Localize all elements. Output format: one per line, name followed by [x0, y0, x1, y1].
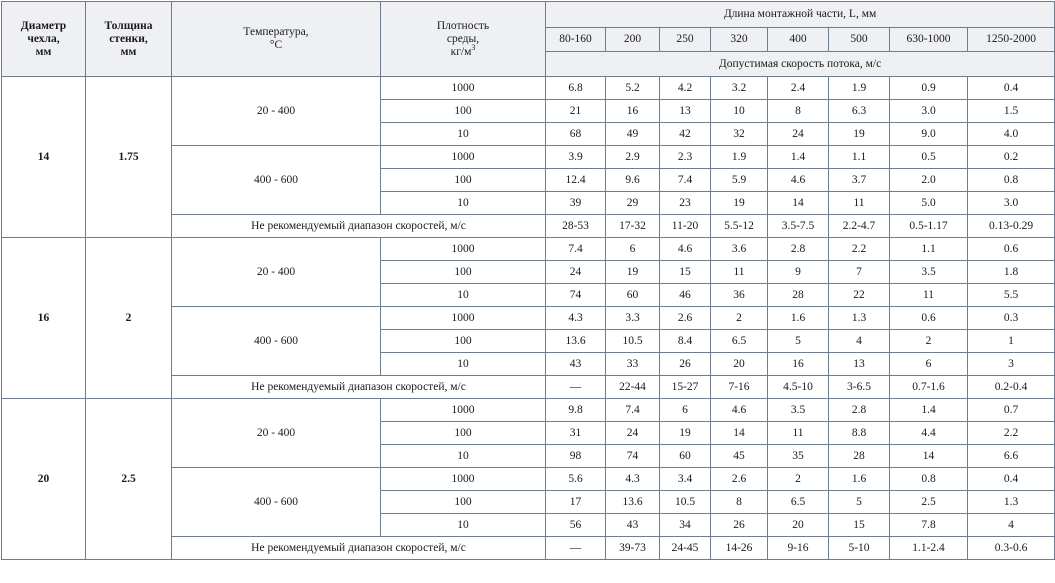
speed-value-cell: 68 — [546, 123, 606, 146]
speed-value-cell: 0.2 — [968, 146, 1055, 169]
header-length-title: Длина монтажной части, L, мм — [546, 2, 1055, 28]
speed-value-cell: 1.1 — [829, 146, 890, 169]
speed-value-cell: 13 — [829, 353, 890, 376]
table-header — [2, 2, 1055, 77]
speed-value-cell: 5.0 — [890, 192, 968, 215]
header-wall — [86, 2, 172, 77]
not-recommended-range-cell: 5.5-12 — [711, 215, 768, 238]
speed-value-cell: 16 — [606, 100, 660, 123]
speed-value-cell: 1 — [968, 330, 1055, 353]
header-length-cell: 400 — [768, 27, 829, 52]
speed-value-cell: 9.6 — [606, 169, 660, 192]
speed-value-cell: 4.3 — [606, 468, 660, 491]
speed-value-cell: 6.6 — [968, 445, 1055, 468]
not-recommended-range-cell: 1.1-2.4 — [890, 537, 968, 560]
speed-value-cell: 3.4 — [660, 468, 711, 491]
not-recommended-range-cell: — — [546, 537, 606, 560]
speed-value-cell: 8 — [711, 491, 768, 514]
diameter-cell: 16 — [2, 238, 86, 399]
speed-value-cell: 43 — [606, 514, 660, 537]
speed-value-cell: 6.5 — [768, 491, 829, 514]
density-cell: 1000 — [381, 468, 546, 491]
speed-value-cell: 23 — [660, 192, 711, 215]
density-cell: 1000 — [381, 399, 546, 422]
speed-value-cell: 29 — [606, 192, 660, 215]
speed-value-cell: 5.2 — [606, 77, 660, 100]
speed-value-cell: 0.4 — [968, 77, 1055, 100]
header-wall-line1: Толщина — [104, 19, 153, 32]
speed-value-cell: 56 — [546, 514, 606, 537]
density-cell: 100 — [381, 100, 546, 123]
temperature-range-cell: 20 - 400 — [172, 399, 381, 468]
speed-value-cell: 4.6 — [768, 169, 829, 192]
header-length-cell: 320 — [711, 27, 768, 52]
speed-value-cell: 7.4 — [606, 399, 660, 422]
density-cell: 10 — [381, 514, 546, 537]
speed-value-cell: 26 — [660, 353, 711, 376]
speed-value-cell: 28 — [829, 445, 890, 468]
speed-value-cell: 4.6 — [660, 238, 711, 261]
speed-value-cell: 10.5 — [606, 330, 660, 353]
speed-value-cell: 24 — [768, 123, 829, 146]
not-recommended-range-cell: 0.13-0.29 — [968, 215, 1055, 238]
speed-value-cell: 19 — [711, 192, 768, 215]
speed-value-cell: 15 — [829, 514, 890, 537]
not-recommended-range-cell: 0.2-0.4 — [968, 376, 1055, 399]
density-cell: 100 — [381, 491, 546, 514]
header-diameter — [2, 2, 86, 77]
speed-value-cell: 2.8 — [829, 399, 890, 422]
table-body — [2, 77, 1055, 560]
speed-value-cell: 0.9 — [890, 77, 968, 100]
speed-value-cell: 2 — [890, 330, 968, 353]
speed-value-cell: 4 — [829, 330, 890, 353]
speed-value-cell: 0.5 — [890, 146, 968, 169]
speed-value-cell: 13 — [660, 100, 711, 123]
speed-value-cell: 3.7 — [829, 169, 890, 192]
speed-value-cell: 36 — [711, 284, 768, 307]
speed-value-cell: 35 — [768, 445, 829, 468]
speed-value-cell: 3.0 — [890, 100, 968, 123]
speed-value-cell: 2.3 — [660, 146, 711, 169]
density-cell: 10 — [381, 123, 546, 146]
header-length-cell: 200 — [606, 27, 660, 52]
speed-value-cell: 6.3 — [829, 100, 890, 123]
speed-value-cell: 7.4 — [660, 169, 711, 192]
speed-value-cell: 60 — [606, 284, 660, 307]
speed-value-cell: 6.5 — [711, 330, 768, 353]
density-cell: 10 — [381, 192, 546, 215]
speed-value-cell: 2.9 — [606, 146, 660, 169]
header-diameter-line2: чехла, — [27, 32, 60, 45]
speed-value-cell: 43 — [546, 353, 606, 376]
not-recommended-label: Не рекомендуемый диапазон скоростей, м/с — [172, 215, 546, 238]
density-cell: 1000 — [381, 307, 546, 330]
speed-value-cell: 1.4 — [890, 399, 968, 422]
not-recommended-range-cell: 0.5-1.17 — [890, 215, 968, 238]
speed-value-cell: 19 — [660, 422, 711, 445]
speed-value-cell: 5.6 — [546, 468, 606, 491]
header-temperature-line2: °C — [269, 39, 283, 51]
speed-value-cell: 6 — [660, 399, 711, 422]
density-cell: 10 — [381, 284, 546, 307]
speed-value-cell: 2.2 — [829, 238, 890, 261]
not-recommended-range-cell: 4.5-10 — [768, 376, 829, 399]
speed-value-cell: 17 — [546, 491, 606, 514]
speed-value-cell: 20 — [711, 353, 768, 376]
not-recommended-range-cell: 0.7-1.6 — [890, 376, 968, 399]
speed-value-cell: 22 — [829, 284, 890, 307]
not-recommended-range-cell: 14-26 — [711, 537, 768, 560]
speed-value-cell: 12.4 — [546, 169, 606, 192]
density-cell: 10 — [381, 353, 546, 376]
speed-value-cell: 13.6 — [606, 491, 660, 514]
header-density-line1: Плотность — [436, 19, 490, 32]
speed-value-cell: 10.5 — [660, 491, 711, 514]
speed-value-cell: 45 — [711, 445, 768, 468]
diameter-cell: 14 — [2, 77, 86, 238]
speed-value-cell: 2 — [768, 468, 829, 491]
speed-value-cell: 46 — [660, 284, 711, 307]
not-recommended-range-cell: 17-32 — [606, 215, 660, 238]
speed-value-cell: 6 — [890, 353, 968, 376]
speed-value-cell: 9.0 — [890, 123, 968, 146]
speed-value-cell: 49 — [606, 123, 660, 146]
header-diameter-line3: мм — [35, 45, 52, 58]
header-length-cell: 500 — [829, 27, 890, 52]
speed-value-cell: 32 — [711, 123, 768, 146]
not-recommended-range-cell: 5-10 — [829, 537, 890, 560]
not-recommended-range-cell: 15-27 — [660, 376, 711, 399]
speed-value-cell: 2.4 — [768, 77, 829, 100]
speed-value-cell: 9 — [768, 261, 829, 284]
speed-value-cell: 74 — [606, 445, 660, 468]
speed-value-cell: 0.4 — [968, 468, 1055, 491]
temperature-range-cell: 20 - 400 — [172, 77, 381, 146]
header-temperature — [172, 2, 381, 77]
table-row — [2, 238, 1055, 261]
speed-value-cell: 1.3 — [968, 491, 1055, 514]
speed-value-cell: 2.5 — [890, 491, 968, 514]
speed-value-cell: 5.5 — [968, 284, 1055, 307]
speed-value-cell: 13.6 — [546, 330, 606, 353]
not-recommended-range-cell: 39-73 — [606, 537, 660, 560]
density-cell: 100 — [381, 261, 546, 284]
header-temperature-line1: Температура, — [243, 26, 309, 38]
speed-value-cell: 21 — [546, 100, 606, 123]
speed-value-cell: 19 — [606, 261, 660, 284]
speed-value-cell: 9.8 — [546, 399, 606, 422]
speed-value-cell: 8.8 — [829, 422, 890, 445]
speed-value-cell: 3 — [968, 353, 1055, 376]
header-density-line2: среды, — [446, 32, 480, 45]
speed-value-cell: 5 — [829, 491, 890, 514]
speed-value-cell: 1.6 — [768, 307, 829, 330]
header-density-exponent: 3 — [471, 42, 476, 52]
density-cell: 1000 — [381, 77, 546, 100]
speed-value-cell: 24 — [606, 422, 660, 445]
speed-value-cell: 74 — [546, 284, 606, 307]
speed-value-cell: 1.3 — [829, 307, 890, 330]
not-recommended-range-cell: 3.5-7.5 — [768, 215, 829, 238]
speed-value-cell: 0.6 — [890, 307, 968, 330]
speed-value-cell: 4.6 — [711, 399, 768, 422]
not-recommended-range-cell: 28-53 — [546, 215, 606, 238]
speed-value-cell: 14 — [711, 422, 768, 445]
not-recommended-label: Не рекомендуемый диапазон скоростей, м/с — [172, 537, 546, 560]
not-recommended-range-cell: 7-16 — [711, 376, 768, 399]
speed-value-cell: 2.6 — [711, 468, 768, 491]
header-wall-line2: стенки, — [109, 32, 148, 45]
speed-value-cell: 4.2 — [660, 77, 711, 100]
speed-value-cell: 98 — [546, 445, 606, 468]
speed-value-cell: 7.4 — [546, 238, 606, 261]
temperature-range-cell: 400 - 600 — [172, 307, 381, 376]
speed-value-cell: 10 — [711, 100, 768, 123]
speed-value-cell: 0.6 — [968, 238, 1055, 261]
speed-value-cell: 1.6 — [829, 468, 890, 491]
temperature-range-cell: 20 - 400 — [172, 238, 381, 307]
not-recommended-label: Не рекомендуемый диапазон скоростей, м/с — [172, 376, 546, 399]
speed-value-cell: 20 — [768, 514, 829, 537]
wall-thickness-cell: 2.5 — [86, 399, 172, 560]
wall-thickness-cell: 2 — [86, 238, 172, 399]
speed-value-cell: 6.8 — [546, 77, 606, 100]
speed-value-cell: 2.6 — [660, 307, 711, 330]
speed-value-cell: 26 — [711, 514, 768, 537]
speed-value-cell: 0.8 — [968, 169, 1055, 192]
not-recommended-range-cell: 24-45 — [660, 537, 711, 560]
speed-value-cell: 8.4 — [660, 330, 711, 353]
speed-value-cell: 28 — [768, 284, 829, 307]
speed-value-cell: 3.2 — [711, 77, 768, 100]
speed-value-cell: 4.4 — [890, 422, 968, 445]
speed-value-cell: 8 — [768, 100, 829, 123]
speed-value-cell: 2.8 — [768, 238, 829, 261]
speed-value-cell: 24 — [546, 261, 606, 284]
speed-value-cell: 4.0 — [968, 123, 1055, 146]
speed-value-cell: 2.2 — [968, 422, 1055, 445]
speed-value-cell: 3.0 — [968, 192, 1055, 215]
speed-value-cell: 1.1 — [890, 238, 968, 261]
speed-value-cell: 11 — [829, 192, 890, 215]
header-diameter-line1: Диаметр — [20, 19, 67, 32]
speed-value-cell: 15 — [660, 261, 711, 284]
speed-value-cell: 5.9 — [711, 169, 768, 192]
header-wall-line3: мм — [120, 45, 137, 58]
density-cell: 100 — [381, 330, 546, 353]
velocity-table — [1, 1, 1055, 560]
speed-value-cell: 1.5 — [968, 100, 1055, 123]
not-recommended-range-cell: 11-20 — [660, 215, 711, 238]
speed-value-cell: 0.7 — [968, 399, 1055, 422]
speed-value-cell: 3.6 — [711, 238, 768, 261]
density-cell: 1000 — [381, 146, 546, 169]
speed-value-cell: 11 — [711, 261, 768, 284]
speed-value-cell: 7.8 — [890, 514, 968, 537]
diameter-cell: 20 — [2, 399, 86, 560]
table-row — [2, 399, 1055, 422]
speed-value-cell: 31 — [546, 422, 606, 445]
temperature-range-cell: 400 - 600 — [172, 468, 381, 537]
density-cell: 100 — [381, 169, 546, 192]
table-row — [2, 77, 1055, 100]
speed-value-cell: 42 — [660, 123, 711, 146]
header-density-line3: кг/м — [450, 45, 472, 58]
header-length-cell: 630-1000 — [890, 27, 968, 52]
header-length-cell: 250 — [660, 27, 711, 52]
wall-thickness-cell: 1.75 — [86, 77, 172, 238]
speed-value-cell: 4 — [968, 514, 1055, 537]
not-recommended-range-cell: 2.2-4.7 — [829, 215, 890, 238]
speed-value-cell: 3.3 — [606, 307, 660, 330]
speed-value-cell: 1.9 — [829, 77, 890, 100]
speed-value-cell: 34 — [660, 514, 711, 537]
speed-value-cell: 6 — [606, 238, 660, 261]
density-cell: 100 — [381, 422, 546, 445]
speed-value-cell: 11 — [890, 284, 968, 307]
header-density — [381, 2, 546, 77]
not-recommended-range-cell: 0.3-0.6 — [968, 537, 1055, 560]
speed-value-cell: 5 — [768, 330, 829, 353]
speed-value-cell: 11 — [768, 422, 829, 445]
speed-value-cell: 2 — [711, 307, 768, 330]
speed-value-cell: 0.3 — [968, 307, 1055, 330]
header-length-cell: 1250-2000 — [968, 27, 1055, 52]
not-recommended-range-cell: 3-6.5 — [829, 376, 890, 399]
speed-value-cell: 1.4 — [768, 146, 829, 169]
speed-value-cell: 1.8 — [968, 261, 1055, 284]
speed-value-cell: 19 — [829, 123, 890, 146]
speed-value-cell: 14 — [768, 192, 829, 215]
speed-value-cell: 3.5 — [890, 261, 968, 284]
speed-value-cell: 60 — [660, 445, 711, 468]
header-length-cell: 80-160 — [546, 27, 606, 52]
speed-value-cell: 33 — [606, 353, 660, 376]
not-recommended-range-cell: 22-44 — [606, 376, 660, 399]
speed-value-cell: 3.9 — [546, 146, 606, 169]
speed-value-cell: 3.5 — [768, 399, 829, 422]
speed-value-cell: 7 — [829, 261, 890, 284]
speed-value-cell: 39 — [546, 192, 606, 215]
speed-value-cell: 2.0 — [890, 169, 968, 192]
not-recommended-range-cell: 9-16 — [768, 537, 829, 560]
speed-value-cell: 16 — [768, 353, 829, 376]
density-cell: 10 — [381, 445, 546, 468]
speed-value-cell: 0.8 — [890, 468, 968, 491]
speed-value-cell: 1.9 — [711, 146, 768, 169]
not-recommended-range-cell: — — [546, 376, 606, 399]
speed-value-cell: 4.3 — [546, 307, 606, 330]
header-speed-title: Допустимая скорость потока, м/с — [546, 52, 1055, 77]
speed-value-cell: 14 — [890, 445, 968, 468]
temperature-range-cell: 400 - 600 — [172, 146, 381, 215]
density-cell: 1000 — [381, 238, 546, 261]
